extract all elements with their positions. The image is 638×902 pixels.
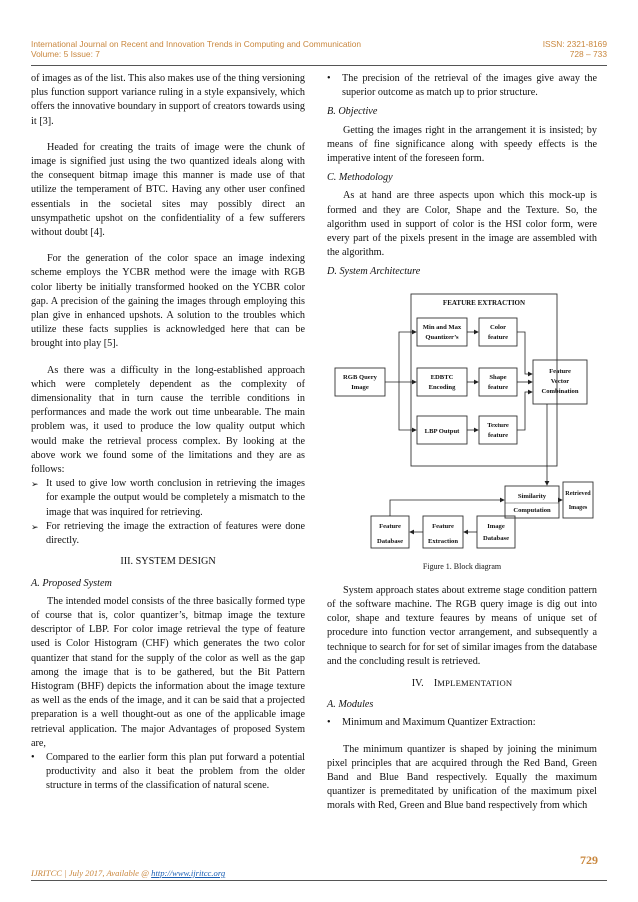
texture-label-1: Texture <box>487 421 509 429</box>
bullet-icon: • <box>327 73 331 84</box>
idb-label-1: Image <box>487 522 505 530</box>
edbtc-label-1: EDBTC <box>430 373 454 381</box>
edbtc-label-2: Encoding <box>428 383 456 391</box>
paragraph: The intended model consists of the three basically formed type of course that is, color quantizer’s, bitmap image the texture descriptor of LBP. For color image retrieval the type of feature used is Color Histogram (CHF) which generates the two color quantizer that stand for the supply of the color as well as the gap among the image that is to be gathered, but the Bit Pattern Histogram (BHF) depicts the information about the image texture as well as the ends of the image, and it can be said that a projected preparation is a well thought-out as one of the applicable image retrieval application. The major Advantages of proposed System are, <box>31 595 305 749</box>
edbtc-encoding-box <box>417 368 467 396</box>
issue-header <box>31 49 607 59</box>
subsection-heading: C. Methodology <box>327 172 393 184</box>
paragraph: of images as of the list. This also makes use of the thing versioning plus function support variance ruling in a style expansively, which offers the innovative boundary in support of creators towards using it [3]. <box>31 73 305 127</box>
subsection-heading: A. Proposed System <box>31 577 112 589</box>
ret-label-2: Images <box>568 504 588 511</box>
paragraph: For the generation of the color space an image indexing scheme employs the YCBR method were the image with RGB color liberty be initially transformed hooked on the YCBR color gap. A precision of the gaining the images through employing this plan give in enhanced upshots. A solution to the troubles which utilize these facts supplies is acknowledged here that can be brought into play [5]. <box>31 253 305 350</box>
section-heading: III. SYSTEM DESIGN <box>120 556 216 568</box>
section-heading: IV. IMPLEMENTATION <box>411 678 513 690</box>
minmax-label-2: Quantizer’s <box>425 333 459 341</box>
list-item: ➢ It used to give low worth conclusion in retrieving the images for example the output would be completely a mismatch to the image that was inquired for retrieving. <box>31 478 305 518</box>
fex-label-1: Feature <box>432 522 454 530</box>
texture-feature-box <box>479 416 517 444</box>
journal-title: International Journal on Recent and Innovation Trends in Computing and Communication <box>31 39 362 49</box>
retrieved-images-box <box>563 482 593 518</box>
page-number: 729 <box>580 853 598 867</box>
texture-to-vector-arrow <box>517 392 532 430</box>
bullet-icon: • <box>327 717 331 729</box>
paragraph: Headed for creating the traits of image were the chunk of image is signified just using the two quantized ideals along with the consequent bitmap image this manner is made use of that utilize the temperament of BTC. Having any other user confined essentials in the societal sites may possibly direct an unsympathetic upshot on the confidentiality of a few sufferers without doubt [4]. <box>31 141 305 239</box>
paragraph: As there was a difficulty in the long-established approach which were completely dependent as the complexity of dimensionality that in turn cause the terrible conditions in performances and made the work out time unbearable. The main problem was, it used to produce the low quality output which would make the retrieval process complex. By looking at the above work we found some of the limitations and they are as follows: <box>31 364 305 476</box>
footer-rule <box>31 880 607 881</box>
color-label-1: Color <box>489 323 507 331</box>
journal-header <box>31 39 607 49</box>
rgb-to-minmax-arrow <box>399 332 416 382</box>
minmax-label-1: Min and Max <box>422 323 462 331</box>
subsection-heading: A. Modules <box>327 699 374 711</box>
idb-label-2: Database <box>482 534 510 542</box>
right-column <box>327 72 597 814</box>
ret-label-1: Retrieved <box>565 490 591 497</box>
paragraph: The minimum quantizer is shaped by joining the minimum pixel principles that are acquired through the Red Band, Green Band and Blue Band respectively. Equally the maximum quantizer is premeditated by unification of the maximum pixel morals with Red, Green and Blue band respectively from which <box>327 743 597 812</box>
rgb-label-1: RGB Query <box>343 373 377 381</box>
subsection-heading: D. System Architecture <box>327 266 421 278</box>
list-item: • Compared to the earlier form this plan put forward a potential productivity and also it beat the problem from the older structure in terms of the classification of natural scene. <box>31 751 305 792</box>
subsection-heading: B. Objective <box>327 106 378 118</box>
footer-text: IJRITCC | July 2017, Available @ http://www.ijritcc.org <box>31 868 226 878</box>
arrow-bullet-icon: ➢ <box>31 521 39 532</box>
sim-label-1: Similarity <box>517 492 547 500</box>
texture-label-2: feature <box>487 431 509 439</box>
rgb-label-2: Image <box>351 383 369 391</box>
page-range: 728 – 733 <box>569 49 607 59</box>
block-diagram <box>327 288 597 558</box>
volume-issue: Volume: 5 Issue: 7 <box>31 49 100 59</box>
list-item: • The precision of the retrieval of the images give away the superior outcome as match up to prior structure. <box>327 73 597 99</box>
shape-feature-box <box>479 368 517 396</box>
arrow-bullet-icon: ➢ <box>31 479 39 490</box>
shape-label-1: Shape <box>489 373 507 381</box>
feature-extraction-title: FEATURE EXTRACTION <box>442 298 526 307</box>
color-label-2: feature <box>487 333 509 341</box>
list-item: ➢ For retrieving the image the extraction of features were done directly. <box>31 520 305 547</box>
fvc-label-3: Combination <box>541 387 579 395</box>
left-column <box>31 72 305 794</box>
issn: ISSN: 2321-8169 <box>542 39 607 49</box>
rgb-query-image-box <box>335 368 385 396</box>
block-diagram-svg <box>327 288 597 558</box>
lbp-label: LBP Output <box>424 427 460 435</box>
paragraph: As at hand are three aspects upon which this mock-up is formed and they are Color, Shape and the Texture. So, the algorithm used in support of color is the HSI color form, were every part of the pixels present in the image are assembled with the algorithm. <box>327 190 597 259</box>
sim-label-2: Computation <box>513 506 551 514</box>
figure-caption: Figure 1. Block diagram <box>422 561 502 571</box>
journal-link[interactable]: http://www.ijritcc.org <box>151 868 226 878</box>
color-feature-box <box>479 318 517 346</box>
fvc-label-2: Vector <box>550 377 570 385</box>
image-database-box <box>477 516 515 548</box>
rgb-to-lbp-arrow <box>399 382 416 430</box>
list-item: • Minimum and Maximum Quantizer Extraction: <box>327 716 597 730</box>
paragraph: System approach states about extreme stage condition pattern of the software machine. The RGB query image is dig out into color, shape and texture feaures by means of unique set of procedure into function vector arrangement, and subsequently a technique to search for for set of similar images from the database and the concluding result is retrieved. <box>327 584 597 667</box>
fdb-label-1: Feature <box>379 522 401 530</box>
color-to-vector-arrow <box>517 332 532 374</box>
header-rule <box>31 65 607 66</box>
shape-label-2: feature <box>487 383 509 391</box>
fvc-label-1: Feature <box>549 367 571 375</box>
minmax-quantizer-box <box>417 318 467 346</box>
fdb-label-2: Database <box>376 537 404 545</box>
bullet-icon: • <box>31 751 35 763</box>
feature-db-to-similarity-arrow <box>390 500 504 516</box>
fex-label-2: Extraction <box>427 537 459 545</box>
paragraph: Getting the images right in the arrangement it is insisted; by means of fine significance along with speedy effects is the imperative intent of the foreseen form. <box>327 124 597 165</box>
